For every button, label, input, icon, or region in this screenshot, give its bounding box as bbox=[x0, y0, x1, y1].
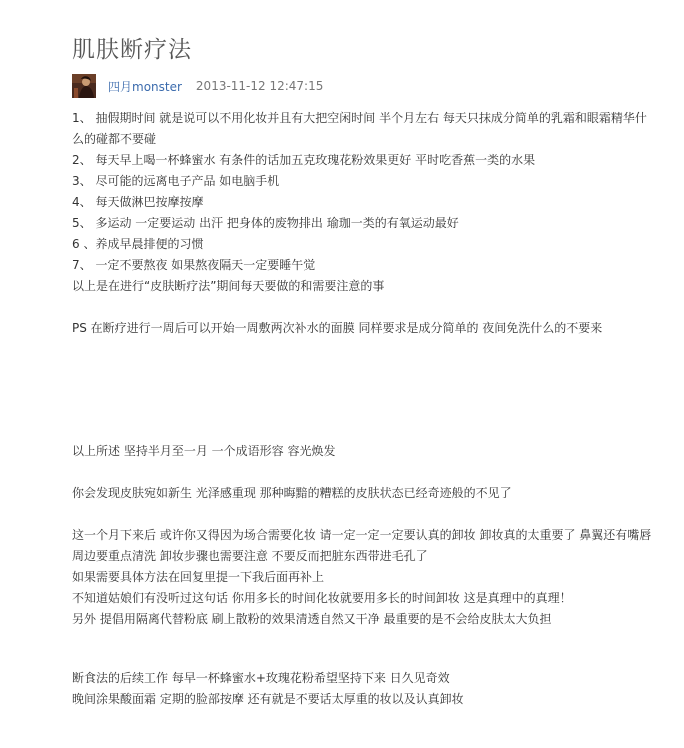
post-body bbox=[72, 108, 658, 710]
after-paragraph-1: 这一个月下来后 或许你又得因为场合需要化妆 请一定一定一定要认真的卸妆 卸妆真的太重要了 鼻翼还有嘴唇周边要重点清洗 卸妆步骤也需要注意 不要反而把脏东西带进毛孔了 bbox=[72, 528, 652, 563]
post-date: 2013-11-12 12:47:15 bbox=[195, 79, 324, 93]
step-item-5: 5、 多运动 一定要运动 出汗 把身体的废物排出 瑜珈一类的有氧运动最好 bbox=[72, 216, 459, 230]
step-item-1: 1、 抽假期时间 就是说可以不用化妆并且有大把空闲时间 半个月左右 每天只抹成分简单的乳霜和眼霜精华什么的碰都不要碰 bbox=[72, 111, 647, 146]
result-intro-paragraph: 以上所述 坚持半月至一月 一个成语形容 容光焕发 bbox=[72, 444, 336, 458]
followup-paragraph-2: 晚间涂果酸面霜 定期的脸部按摩 还有就是不要话太厚重的妆以及认真卸妆 bbox=[72, 692, 464, 706]
author-link[interactable]: 四月monster bbox=[108, 79, 182, 94]
summary-paragraph: 以上是在进行“皮肤断疗法”期间每天要做的和需要注意的事 bbox=[72, 279, 385, 293]
spacer bbox=[72, 504, 658, 525]
page-title: 肌肤断疗法 bbox=[72, 37, 192, 63]
result-detail-paragraph: 你会发现皮肤宛如新生 光泽感重现 那种晦黯的糟糕的皮肤状态已经奇迹般的不见了 bbox=[72, 486, 512, 500]
step-item-6: 6 、养成早晨排便的习惯 bbox=[72, 237, 204, 251]
avatar[interactable] bbox=[72, 74, 96, 98]
post-meta bbox=[72, 74, 323, 98]
spacer bbox=[72, 339, 658, 441]
step-item-4: 4、 每天做淋巴按摩按摩 bbox=[72, 195, 204, 209]
after-paragraph-2: 如果需要具体方法在回复里提一下我后面再补上 bbox=[72, 570, 325, 584]
ps-paragraph: PS 在断疗进行一周后可以开始一周敷两次补水的面膜 同样要求是成分简单的 夜间免洗什么的不要来 bbox=[72, 321, 603, 335]
spacer bbox=[72, 462, 658, 483]
step-item-3: 3、 尽可能的远离电子产品 如电脑手机 bbox=[72, 174, 280, 188]
after-paragraph-4: 另外 提倡用隔离代替粉底 刷上散粉的效果清透自然又干净 最重要的是不会给皮肤太大负担 bbox=[72, 612, 552, 626]
step-item-2: 2、 每天早上喝一杯蜂蜜水 有条件的话加五克玫瑰花粉效果更好 平时吃香蕉一类的水果 bbox=[72, 153, 536, 167]
spacer bbox=[72, 297, 658, 318]
followup-paragraph-1: 断食法的后续工作 每早一杯蜂蜜水+玫瑰花粉希望坚持下来 日久见奇效 bbox=[72, 671, 450, 685]
after-paragraph-3: 不知道姑娘们有没听过这句话 你用多长的时间化妆就要用多长的时间卸妆 这是真理中的真理！ bbox=[72, 591, 572, 605]
step-item-7: 7、 一定不要熬夜 如果熬夜隔天一定要睡午觉 bbox=[72, 258, 316, 272]
spacer bbox=[72, 630, 658, 668]
